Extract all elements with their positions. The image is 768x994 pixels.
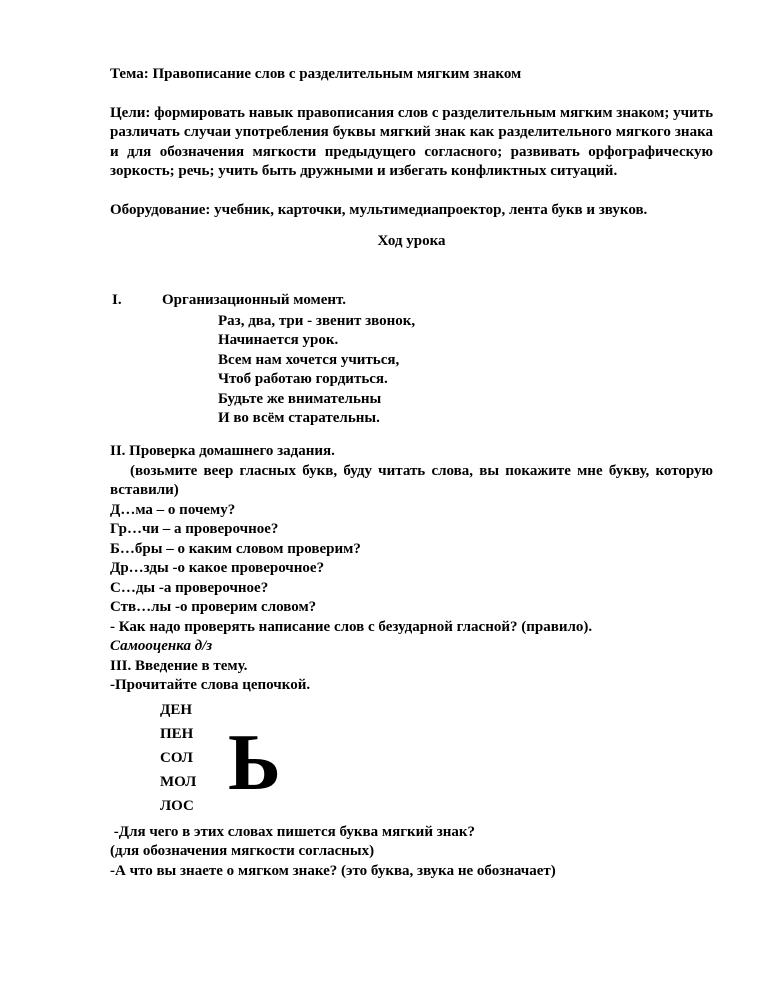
intro-questions [110, 823, 713, 882]
homework-line: Др…зды -о какое проверочное? [110, 560, 325, 576]
poem-line: Всем нам хочется учиться, [218, 351, 400, 368]
section-introduction [110, 657, 713, 882]
lesson-topic: Тема: Правописание слов с разделительным мягким знаком [110, 66, 522, 82]
word-item: ПЕН [160, 725, 194, 742]
lesson-plan-heading: Ход урока [377, 233, 446, 249]
section-heading: Организационный момент. [162, 292, 347, 308]
self-assessment: Самооценка д/з [110, 638, 213, 654]
poem-line: Начинается урок. [218, 332, 339, 348]
soft-sign-letter: Ь [228, 718, 281, 807]
poem-line: И во всём старательны. [218, 410, 380, 426]
document-page [110, 65, 713, 881]
poem [218, 312, 415, 429]
word-chain [110, 698, 713, 818]
section-organizational [110, 292, 713, 432]
homework-line: Ств…лы -о проверим словом? [110, 599, 317, 615]
section-number: I. [112, 292, 122, 308]
word-item: ДЕН [160, 701, 192, 718]
lesson-goals: Цели: формировать навык правописания слов с разделительным мягким знаком; учить различать случаи употребления буквы мягкий знак как разделительного мягкого знака и для обозначения мягкости предыдущего согласного; развивать орфографическую зоркость; речь; учить быть дружными и избегать конфликтных ситуаций. [110, 104, 713, 179]
word-list [160, 698, 196, 818]
section-homework [110, 442, 713, 657]
question-line: -А что вы знаете о мягком знаке? (это буква, звука не обозначает) [110, 862, 556, 879]
poem-line: Раз, два, три - звенит звонок, [218, 312, 416, 329]
homework-line: Д…ма – о почему? [110, 501, 236, 518]
section-heading: III. Введение в тему. [110, 657, 248, 674]
word-item: ЛОС [160, 797, 194, 814]
question-line: (для обозначения мягкости согласных) [110, 843, 375, 859]
word-item: МОЛ [160, 773, 197, 790]
homework-instruction: (возьмите веер гласных букв, буду читать слова, вы покажите мне букву, которую вставили) [110, 462, 713, 498]
word-item: СОЛ [160, 749, 193, 766]
question-line: -Для чего в этих словах пишется буква мягкий знак? [110, 823, 476, 840]
homework-line: Гр…чи – а проверочное? [110, 521, 279, 537]
homework-line: - Как надо проверять написание слов с безударной гласной? (правило). [110, 618, 593, 635]
homework-line: С…ды -а проверочное? [110, 579, 269, 596]
section-heading: II. Проверка домашнего задания. [110, 443, 335, 459]
homework-line: Б…бры – о каким словом проверим? [110, 540, 361, 557]
intro-task: -Прочитайте слова цепочкой. [110, 677, 311, 693]
lesson-equipment: Оборудование: учебник, карточки, мультимедиапроектор, лента букв и звуков. [110, 201, 648, 218]
poem-line: Будьте же внимательны [218, 390, 382, 407]
poem-line: Чтоб работаю гордиться. [218, 371, 388, 387]
